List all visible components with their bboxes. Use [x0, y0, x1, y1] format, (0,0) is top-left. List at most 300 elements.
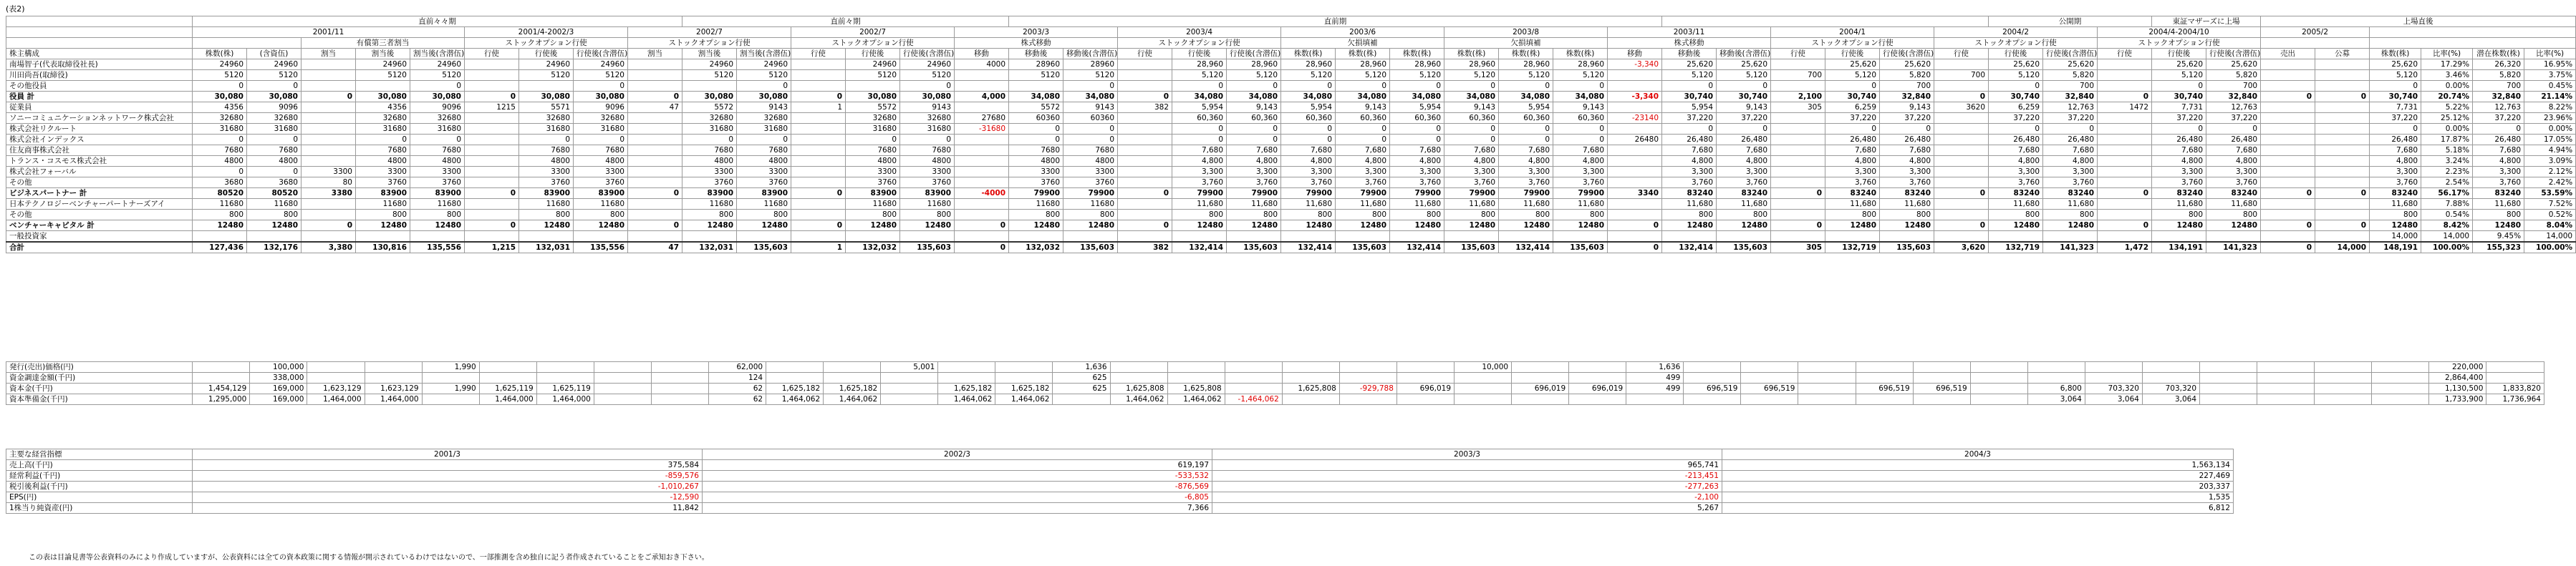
share-cell: 800 — [1880, 210, 1934, 220]
share-cell — [2098, 145, 2152, 156]
finance-cell: 1,625,119 — [536, 384, 594, 394]
share-cell — [791, 113, 846, 124]
perf-row — [6, 482, 2234, 492]
share-cell: 12480 — [2473, 220, 2524, 231]
share-cell: 7,680 — [1880, 145, 1934, 156]
share-cell: 11680 — [900, 199, 955, 210]
share-cell: 31680 — [247, 124, 302, 135]
share-cell: 5,120 — [1336, 70, 1390, 81]
share-cell: 3,300 — [1662, 167, 1717, 177]
share-cell — [1118, 135, 1172, 145]
share-cell: 0 — [1063, 124, 1118, 135]
finance-cell — [2315, 362, 2372, 373]
finance-cell: 1,464,000 — [307, 394, 365, 405]
share-cell: 4800 — [574, 156, 628, 167]
finance-cell — [1282, 394, 1339, 405]
table-row — [6, 199, 2576, 210]
shareholder-name: その他 — [6, 177, 193, 188]
share-cell: 60,360 — [1281, 113, 1336, 124]
share-cell: 3,300 — [2152, 167, 2206, 177]
column-header: 行使後 — [519, 49, 574, 59]
share-cell — [1771, 177, 1825, 188]
share-cell: 700 — [2206, 81, 2261, 92]
share-cell — [955, 135, 1009, 145]
share-cell — [1771, 167, 1825, 177]
column-header: 行使後 — [1172, 49, 1227, 59]
share-cell: 4,800 — [1390, 156, 1444, 167]
share-cell: 25,620 — [1880, 59, 1934, 70]
share-cell: 26,320 — [2473, 59, 2524, 70]
share-cell: 5,954 — [1172, 102, 1227, 113]
share-cell: 12480 — [1553, 220, 1608, 231]
finance-cell — [651, 373, 708, 384]
share-cell: 83240 — [1825, 188, 1880, 199]
share-cell: 0 — [2152, 81, 2206, 92]
share-cell: 12480 — [846, 220, 900, 231]
perf-value: 11,842 — [193, 503, 703, 514]
perf-value: -876,569 — [703, 482, 1212, 492]
column-header: 行使後(含潜伍) — [574, 49, 628, 59]
share-cell: 17.29% — [2421, 59, 2473, 70]
column-header: 移動後(含潜伍) — [1063, 49, 1118, 59]
date-header: 2003/3 — [955, 27, 1118, 38]
share-cell: 11,680 — [1717, 199, 1771, 210]
share-cell: 800 — [356, 210, 410, 220]
share-cell — [1336, 231, 1390, 243]
share-cell: 26,480 — [2370, 135, 2421, 145]
share-cell: 32680 — [356, 113, 410, 124]
date-header — [6, 27, 193, 38]
share-cell: 5120 — [737, 70, 791, 81]
table-row — [6, 231, 2576, 243]
share-cell — [628, 156, 682, 167]
finance-cell — [1970, 394, 2027, 405]
share-cell: 800 — [574, 210, 628, 220]
finance-cell: 169,000 — [250, 384, 307, 394]
share-cell: 7680 — [356, 145, 410, 156]
share-cell: 60,360 — [1227, 113, 1281, 124]
column-header: 行使 — [1118, 49, 1172, 59]
share-cell: 7,680 — [2370, 145, 2421, 156]
share-cell: 800 — [1227, 210, 1281, 220]
share-cell: 132,414 — [1662, 242, 1717, 253]
share-cell — [465, 156, 519, 167]
share-cell: 12480 — [2206, 220, 2261, 231]
perf-row — [6, 503, 2234, 514]
share-cell: 0 — [1553, 124, 1608, 135]
finance-cell — [824, 362, 881, 373]
share-cell: 0 — [1063, 81, 1118, 92]
share-cell: 0 — [247, 135, 302, 145]
finance-cell: 1,464,062 — [995, 394, 1053, 405]
share-cell: 0 — [1989, 81, 2043, 92]
share-cell: 7,731 — [2152, 102, 2206, 113]
share-cell — [2261, 81, 2315, 92]
date-header — [2370, 27, 2576, 38]
share-cell: 12480 — [1281, 220, 1336, 231]
finance-cell: 1,636 — [1053, 362, 1110, 373]
shareholder-name: その他 — [6, 210, 193, 220]
column-header: 移動後 — [1009, 49, 1063, 59]
perf-header: 主要な経営指標 — [6, 449, 193, 460]
share-cell: 25,620 — [2206, 59, 2261, 70]
event-header: 株式移動 — [1608, 38, 1771, 49]
share-cell — [1771, 145, 1825, 156]
share-cell: 1 — [791, 102, 846, 113]
share-cell — [1934, 199, 1989, 210]
share-cell: 79900 — [1227, 188, 1281, 199]
share-cell: 0 — [2098, 220, 2152, 231]
finance-table — [6, 361, 2544, 405]
share-cell: 79900 — [1336, 188, 1390, 199]
finance-cell: 696,519 — [1856, 384, 1913, 394]
finance-cell — [881, 384, 938, 394]
share-cell: 3,300 — [2206, 167, 2261, 177]
finance-cell — [2486, 373, 2544, 384]
share-cell: 34,080 — [1281, 92, 1336, 102]
finance-cell — [1970, 384, 2027, 394]
share-cell: 6,259 — [1989, 102, 2043, 113]
share-cell — [2098, 81, 2152, 92]
share-cell: 5,120 — [1172, 70, 1227, 81]
share-cell: 37,220 — [2473, 113, 2524, 124]
share-cell — [247, 231, 302, 243]
share-cell: 7,680 — [2206, 145, 2261, 156]
share-cell — [193, 231, 247, 243]
date-header: 2001/4-2002/3 — [465, 27, 628, 38]
finance-cell — [651, 362, 708, 373]
share-cell: 28,960 — [1499, 59, 1553, 70]
share-cell: 4800 — [410, 156, 465, 167]
share-cell: 3,300 — [1444, 167, 1499, 177]
finance-cell: 62 — [708, 394, 766, 405]
share-cell: 83240 — [1989, 188, 2043, 199]
share-cell: 135,603 — [1880, 242, 1934, 253]
finance-cell: 1,464,062 — [1167, 394, 1225, 405]
share-cell: 0 — [2370, 81, 2421, 92]
share-cell — [1608, 167, 1662, 177]
share-cell: 12480 — [519, 220, 574, 231]
share-cell: 5,820 — [2206, 70, 2261, 81]
share-cell: 4,800 — [2473, 156, 2524, 167]
share-cell: 0.45% — [2524, 81, 2576, 92]
share-cell — [302, 113, 356, 124]
share-cell: 3,760 — [1662, 177, 1717, 188]
finance-cell — [1339, 373, 1396, 384]
share-cell: 4800 — [846, 156, 900, 167]
share-cell: 3.24% — [2421, 156, 2473, 167]
event-header: ストックオプション行使 — [1934, 38, 2098, 49]
perf-header: 2004/3 — [1722, 449, 2234, 460]
share-cell: 800 — [247, 210, 302, 220]
share-cell: 5120 — [846, 70, 900, 81]
period-header: 直前々期 — [682, 16, 1009, 27]
share-cell: 3300 — [302, 167, 356, 177]
share-cell: 4.94% — [2524, 145, 2576, 156]
finance-cell — [365, 373, 422, 384]
share-cell: 135,556 — [574, 242, 628, 253]
share-cell: 37,220 — [1717, 113, 1771, 124]
finance-cell: 1,990 — [422, 384, 479, 394]
share-cell: 30,080 — [410, 92, 465, 102]
column-header: 行使 — [2098, 49, 2152, 59]
share-cell: 141,323 — [2206, 242, 2261, 253]
share-cell: 9,143 — [1553, 102, 1608, 113]
share-cell: 0 — [1989, 124, 2043, 135]
share-cell — [682, 81, 737, 92]
finance-cell — [1913, 373, 1970, 384]
share-cell — [2315, 167, 2370, 177]
share-cell: 30,740 — [2152, 92, 2206, 102]
share-cell: 0 — [1499, 124, 1553, 135]
share-cell: 0 — [900, 81, 955, 92]
share-cell: 3,300 — [1281, 167, 1336, 177]
table-row — [6, 220, 2576, 231]
share-cell: 3.46% — [2421, 70, 2473, 81]
share-cell — [1771, 81, 1825, 92]
share-cell: 382 — [1118, 102, 1172, 113]
share-cell: 1,472 — [2098, 242, 2152, 253]
share-cell — [955, 145, 1009, 156]
share-cell: 37,220 — [2370, 113, 2421, 124]
share-cell — [628, 199, 682, 210]
finance-cell — [1741, 394, 1798, 405]
finance-cell — [1569, 394, 1626, 405]
finance-cell: 1,625,808 — [1282, 384, 1339, 394]
share-cell: 4800 — [1063, 156, 1118, 167]
share-cell: 8.22% — [2524, 102, 2576, 113]
share-cell: 25,620 — [1825, 59, 1880, 70]
shareholder-name: 役員 計 — [6, 92, 193, 102]
share-cell — [628, 210, 682, 220]
share-cell: 37,220 — [2152, 113, 2206, 124]
share-cell: 11,680 — [1444, 199, 1499, 210]
finance-cell — [2372, 394, 2429, 405]
table-row — [6, 124, 2576, 135]
shareholder-name: 従業員 — [6, 102, 193, 113]
share-cell — [955, 70, 1009, 81]
shareholder-name: 川田尚吾(取締役) — [6, 70, 193, 81]
share-cell: 7,680 — [1390, 145, 1444, 156]
table-row — [6, 81, 2576, 92]
share-cell: 80520 — [247, 188, 302, 199]
perf-value: -12,590 — [193, 492, 703, 503]
share-cell: 0 — [1880, 124, 1934, 135]
share-cell: 0 — [2043, 124, 2098, 135]
share-cell — [465, 210, 519, 220]
share-cell: 3300 — [574, 167, 628, 177]
share-cell: 11,680 — [1281, 199, 1336, 210]
share-cell: 0.54% — [2421, 210, 2473, 220]
share-cell: 34,080 — [1063, 92, 1118, 102]
share-cell — [1934, 167, 1989, 177]
share-cell: 60360 — [1009, 113, 1063, 124]
share-cell: 32,840 — [1880, 92, 1934, 102]
share-cell: 132,719 — [1989, 242, 2043, 253]
share-cell — [2098, 177, 2152, 188]
share-cell: 0 — [1444, 81, 1499, 92]
share-cell — [2206, 231, 2261, 243]
finance-cell — [1396, 362, 1454, 373]
share-cell: 7,680 — [2473, 145, 2524, 156]
finance-cell: 499 — [1626, 373, 1684, 384]
share-cell: 5,120 — [1825, 70, 1880, 81]
share-cell — [1390, 231, 1444, 243]
finance-cell — [1110, 373, 1167, 384]
share-cell: 37,220 — [1662, 113, 1717, 124]
finance-cell — [2200, 373, 2257, 384]
share-cell: 800 — [1553, 210, 1608, 220]
share-cell: 700 — [2473, 81, 2524, 92]
column-header: 株数(株) — [2370, 49, 2421, 59]
share-cell — [2261, 102, 2315, 113]
share-cell: 0 — [1662, 124, 1717, 135]
share-cell: 132,414 — [1172, 242, 1227, 253]
column-header: 割当 — [302, 49, 356, 59]
share-cell: 0 — [1118, 188, 1172, 199]
share-cell: 7680 — [410, 145, 465, 156]
share-cell — [302, 70, 356, 81]
share-cell — [955, 81, 1009, 92]
finance-cell: 100,000 — [250, 362, 307, 373]
share-cell: 7,680 — [2043, 145, 2098, 156]
share-cell — [900, 231, 955, 243]
share-cell: 0 — [628, 188, 682, 199]
perf-row — [6, 460, 2234, 471]
share-cell: 800 — [2043, 210, 2098, 220]
column-header: 行使 — [791, 49, 846, 59]
share-cell: 4,800 — [1444, 156, 1499, 167]
finance-cell: 696,019 — [1512, 384, 1569, 394]
share-cell: 3760 — [356, 177, 410, 188]
finance-cell: 696,519 — [1684, 384, 1741, 394]
share-cell — [2261, 59, 2315, 70]
share-cell — [519, 81, 574, 92]
share-cell — [465, 177, 519, 188]
finance-cell — [1512, 362, 1569, 373]
share-cell: 1215 — [465, 102, 519, 113]
share-cell — [2261, 135, 2315, 145]
finance-cell: 124 — [708, 373, 766, 384]
finance-cell — [1167, 373, 1225, 384]
share-cell: 0 — [1118, 92, 1172, 102]
share-cell: 9096 — [410, 102, 465, 113]
event-header: ストックオプション行使 — [465, 38, 628, 49]
share-cell: 24960 — [193, 59, 247, 70]
share-cell: 34,080 — [1499, 92, 1553, 102]
share-cell: 11,680 — [1662, 199, 1717, 210]
share-cell: -3,340 — [1608, 92, 1662, 102]
share-cell — [791, 135, 846, 145]
share-cell — [302, 124, 356, 135]
column-header: 株数(株) — [1444, 49, 1499, 59]
share-cell — [2315, 59, 2370, 70]
share-cell — [628, 145, 682, 156]
share-cell: 34,080 — [1390, 92, 1444, 102]
column-header: 行使後 — [2152, 49, 2206, 59]
share-cell — [791, 177, 846, 188]
share-cell: 135,603 — [1717, 242, 1771, 253]
share-cell: 4800 — [900, 156, 955, 167]
share-cell: 3,760 — [1336, 177, 1390, 188]
share-cell: 3680 — [247, 177, 302, 188]
finance-cell — [1396, 373, 1454, 384]
share-cell: 79900 — [1553, 188, 1608, 199]
finance-cell: 62 — [708, 384, 766, 394]
footnote: この表は目論見書等公表資料のみにより作成していますが、公表資料には全ての資本政策に関する情報が開示されているわけではないので、一部推測を含め独自に記う者作成されていることをご承知おき下さい。 — [29, 554, 709, 562]
share-cell: 4800 — [519, 156, 574, 167]
share-cell — [2152, 231, 2206, 243]
finance-cell — [479, 373, 536, 384]
finance-cell — [766, 362, 824, 373]
share-cell: 3300 — [846, 167, 900, 177]
finance-cell — [766, 373, 824, 384]
share-cell: 7680 — [900, 145, 955, 156]
share-cell: 5572 — [846, 102, 900, 113]
event-header: 有償第三者割当 — [302, 38, 465, 49]
share-cell: 800 — [846, 210, 900, 220]
share-cell — [1934, 210, 1989, 220]
share-cell: 800 — [1063, 210, 1118, 220]
share-cell: 79900 — [1390, 188, 1444, 199]
finance-cell — [1856, 373, 1913, 384]
date-header: 2004/1 — [1771, 27, 1934, 38]
share-cell: 24960 — [737, 59, 791, 70]
share-cell: 3,760 — [1227, 177, 1281, 188]
column-header: 行使後(含潜伍) — [2043, 49, 2098, 59]
share-cell: 5,120 — [1390, 70, 1444, 81]
finance-cell — [2200, 362, 2257, 373]
share-cell: 3,760 — [2370, 177, 2421, 188]
share-cell: 32680 — [519, 113, 574, 124]
share-cell: 26,480 — [1825, 135, 1880, 145]
finance-cell — [1970, 362, 2027, 373]
share-cell: 24960 — [519, 59, 574, 70]
share-cell: 2.54% — [2421, 177, 2473, 188]
share-cell: 25.12% — [2421, 113, 2473, 124]
share-cell: 0 — [955, 220, 1009, 231]
share-cell: 26,480 — [2043, 135, 2098, 145]
finance-cell — [2142, 362, 2199, 373]
finance-cell: 3,064 — [2085, 394, 2142, 405]
share-cell: 32680 — [193, 113, 247, 124]
share-cell: 800 — [2473, 210, 2524, 220]
share-cell: 5,120 — [2370, 70, 2421, 81]
share-cell: 0 — [1172, 135, 1227, 145]
share-cell: 700 — [1934, 70, 1989, 81]
share-cell: 135,603 — [1227, 242, 1281, 253]
share-cell: 32680 — [846, 113, 900, 124]
share-cell: 0 — [2206, 124, 2261, 135]
share-cell: 0 — [1281, 135, 1336, 145]
share-cell: 700 — [1771, 70, 1825, 81]
share-cell: 0 — [2261, 92, 2315, 102]
finance-cell: 1,464,062 — [1110, 394, 1167, 405]
event-header: ストックオプション行使 — [1118, 38, 1281, 49]
share-cell — [1172, 231, 1227, 243]
share-cell: 30,080 — [356, 92, 410, 102]
share-cell — [1771, 210, 1825, 220]
share-cell: 9096 — [574, 102, 628, 113]
share-cell: 11680 — [1009, 199, 1063, 210]
share-cell: 37,220 — [2043, 113, 2098, 124]
date-header: 2005/2 — [2261, 27, 2370, 38]
share-cell — [955, 156, 1009, 167]
share-cell — [955, 231, 1009, 243]
share-cell: 12480 — [1336, 220, 1390, 231]
column-header: 行使後(含潜伍) — [1227, 49, 1281, 59]
share-cell: 9.45% — [2473, 231, 2524, 243]
